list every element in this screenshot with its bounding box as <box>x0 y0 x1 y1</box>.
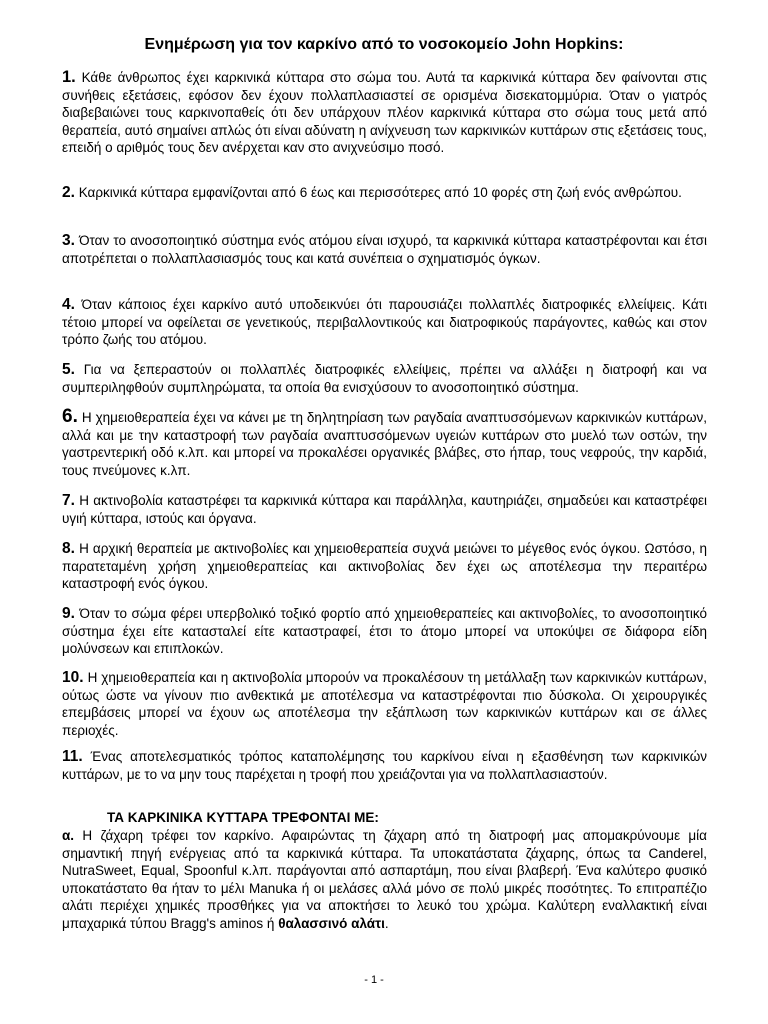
item-text: Η ακτινοβολία καταστρέφει τα καρκινικά κύτταρα και παράλληλα, καυτηριάζει, σημαδεύει και καταστρέφει υγιή κύτταρα, ιστούς και όργανα. <box>62 493 707 526</box>
item-number: 2. <box>62 184 75 201</box>
item-number: 11. <box>62 748 83 765</box>
item-text: Καρκινικά κύτταρα εμφανίζονται από 6 έως και περισσότερες από 10 φορές στη ζωή ενός ανθρώπου. <box>78 185 682 200</box>
item-number: 5. <box>62 361 75 378</box>
item-text: Για να ξεπεραστούν οι πολλαπλές διατροφικές ελλείψεις, πρέπει να αλλάξει η διατροφή και να συμπεριληφθούν συμπληρώματα, τα οποία θα ενισχύσουν το ανοσοποιητικό σύστημα. <box>62 362 707 395</box>
page-number: - 1 - <box>364 974 384 986</box>
list-item <box>62 669 707 739</box>
item-number: 6. <box>62 406 78 427</box>
item-text: Η χημειοθεραπεία και η ακτινοβολία μπορούν να προκαλέσουν τη μετάλλαξη των καρκινικών κυττάρων, ούτως ώστε να γίνουν πιο ανθεκτικά με αποτέλεσμα να καταστρέφονται πιο δύσκολα. Οι χειρουργικές επεμβάσεις μπορεί να έχουν ως αποτέλεσμα την εξάπλωση των καρκινικών κυττάρων και σε άλλες περιοχές. <box>62 670 707 738</box>
list-item <box>62 69 707 157</box>
document-title: Ενημέρωση για τον καρκίνο από το νοσοκομείο John Hopkins: <box>144 36 624 53</box>
item-number: 9. <box>62 605 75 622</box>
item-number: 10. <box>62 669 84 686</box>
emphasis-text: θαλασσινό αλάτι <box>278 915 385 931</box>
item-label: α. <box>62 828 75 843</box>
item-text: Όταν το ανοσοποιητικό σύστημα ενός ατόμου είναι ισχυρό, τα καρκινικά κύτταρα καταστρέφονται και έτσι αποτρέπεται ο πολλαπλασιασμός τους και κατά συνέπεια ο σχηματισμός όγκων. <box>62 233 707 266</box>
item-text: Όταν κάποιος έχει καρκίνο αυτό υποδεικνύει ότι παρουσιάζει πολλαπλές διατροφικές ελλείψεις. Κάτι τέτοιο μπορεί να οφείλεται σε γενετικούς, περιβαλλοντικούς και διατροφικούς παράγοντες, καθώς και στον τρόπο ζωής του ατόμου. <box>62 297 707 348</box>
item-number: 3. <box>62 232 75 249</box>
list-item <box>62 748 707 783</box>
item-number: 8. <box>62 540 75 557</box>
list-item <box>62 296 707 349</box>
list-item <box>62 184 707 202</box>
list-item <box>62 540 707 593</box>
item-text: Η αρχική θεραπεία με ακτινοβολίες και χημειοθεραπεία συχνά μειώνει το μέγεθος ενός όγκου. Ωστόσο, η παρατεταμένη χρήση χημειοθεραπείας και ακτινοβολίας δεν έχει ως αποτέλεσμα την περαιτέρω καταστροφή ενός όγκου. <box>62 541 707 592</box>
list-item <box>62 605 707 658</box>
section-heading: ΤΑ ΚΑΡΚΙΝΙΚΑ ΚΥΤΤΑΡΑ ΤΡΕΦΟΝΤΑΙ ΜΕ: <box>107 810 379 825</box>
list-item <box>62 232 707 267</box>
item-text: Κάθε άνθρωπος έχει καρκινικά κύτταρα στο σώμα του. Αυτά τα καρκινικά κύτταρα δεν φαίνονται στις συνήθεις εξετάσεις, εφόσον δεν έχουν πολλαπλασιαστεί σε ορισμένα δισεκατομμύρια. Όταν ο γιατρός διαβεβαιώνει τους καρκινοπαθείς ότι δεν υπάρχουν πλέον καρκινικά κύτταρα στο σώμα τους μετά από θεραπεία, αυτό σημαίνει απλώς ότι είναι αδύνατη η ανίχνευση των καρκινικών κυττάρων στις εξετάσεις τους, επειδή ο αριθμός τους δεν ανέρχεται καν στο ανιχνεύσιμο ποσό. <box>62 70 707 156</box>
item-text: Η χημειοθεραπεία έχει να κάνει με τη δηλητηρίαση των ραγδαία αναπτυσσόμενων καρκινικών κυττάρων, αλλά και με την καταστροφή των ραγδαία αναπτυσσόμενων υγειών κυττάρων στο μυελό των οστών, την γαστρεντερική οδό κ.λπ. και μπορεί να προκαλέσει οργανικές βλάβες, στο ήπαρ, τους νεφρούς, την καρδιά, τους πνεύμονες κ.λπ. <box>62 410 707 478</box>
list-item <box>62 361 707 396</box>
item-text: Όταν το σώμα φέρει υπερβολικό τοξικό φορτίο από χημειοθεραπείες και ακτινοβολίες, το ανοσοποιητικό σύστημα έχει είτε κατασταλεί είτε καταστραφεί, έτσι το άτομο μπορεί να υποκύψει σε διάφορα είδη μολύνσεων και επιπλοκών. <box>62 606 707 657</box>
item-text-end: . <box>384 915 389 931</box>
item-number: 7. <box>62 492 75 509</box>
item-text: Η ζάχαρη τρέφει τον καρκίνο. Αφαιρώντας τη ζάχαρη από τη διατροφή μας απομακρύνουμε μία σημαντική πηγή ενέργειας από τα καρκινικά κύτταρα. Τα υποκατάστατα ζάχαρης, όπως τα Canderel, NutraSweet, Equal, Spoonful κ.λπ. παράγονται από ασπαρτάμη, που είναι βλαβερή. Ένα καλύτερο φυσικό υποκατάστατο θα ήταν το μέλι Manuka ή οι μελάσες αλλά μόνο σε πολύ μικρές ποσότητες. Το επιτραπέζιο αλάτι περιέχει χημικές προσθήκες για να αποκτήσει το λευκό του χρώμα. Καλύτερη εναλλακτική είναι μπαχαρικά τύπου Bragg's aminos ή <box>62 828 707 931</box>
item-number: 4. <box>62 296 75 313</box>
sub-list-item <box>62 827 707 933</box>
list-item <box>62 492 707 527</box>
list-item <box>62 406 707 479</box>
item-text: Ένας αποτελεσματικός τρόπος καταπολέμησης του καρκίνου είναι η εξασθένηση των καρκινικών κυττάρων, με το να μην τους παρέχεται η τροφή που χρειάζονται για να πολλαπλασιαστούν. <box>62 749 707 782</box>
item-number: 1. <box>62 68 76 86</box>
